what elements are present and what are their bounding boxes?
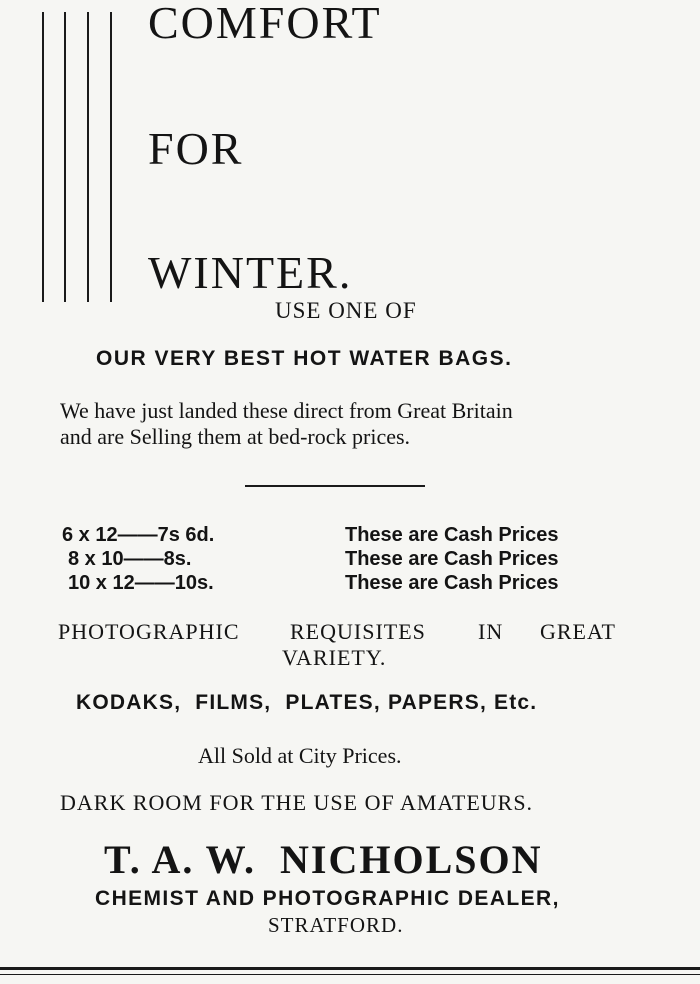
bottom-rule-thick <box>0 967 700 970</box>
product-heading: OUR VERY BEST HOT WATER BAGS. <box>96 347 513 370</box>
decorative-rule-2 <box>64 12 66 302</box>
price-note-3: These are Cash Prices <box>345 572 559 594</box>
divider-rule <box>245 485 425 487</box>
proprietor-town: STRATFORD. <box>268 913 404 937</box>
price-note-1: These are Cash Prices <box>345 524 559 546</box>
proprietor-name: T. A. W. NICHOLSON <box>104 837 543 882</box>
decorative-rule-1 <box>42 12 44 302</box>
use-one-of-text: USE ONE OF <box>275 298 417 323</box>
price-row-3 <box>68 571 214 595</box>
intro-line-2: and are Selling them at bed-rock prices. <box>60 424 411 449</box>
kodaks-line: KODAKS, FILMS, PLATES, PAPERS, Etc. <box>76 691 538 714</box>
price-size: 6 x 12 <box>62 524 118 546</box>
bottom-rule-thin <box>0 974 700 975</box>
headline-for: FOR <box>148 123 244 174</box>
price-amount: 8s. <box>163 548 192 570</box>
price-amount: 7s 6d. <box>157 524 215 546</box>
photographic-word-4: GREAT <box>540 619 616 644</box>
price-note-2: These are Cash Prices <box>345 548 559 570</box>
photographic-word-1: PHOTOGRAPHIC <box>58 619 240 644</box>
city-prices-line: All Sold at City Prices. <box>198 743 402 768</box>
price-row-2 <box>68 547 191 571</box>
proprietor-title: CHEMIST AND PHOTOGRAPHIC DEALER, <box>95 887 560 910</box>
decorative-rule-4 <box>110 12 112 302</box>
photographic-word-3: IN <box>478 619 504 644</box>
dark-room-line: DARK ROOM FOR THE USE OF AMATEURS. <box>60 790 534 815</box>
price-size: 8 x 10 <box>68 548 124 570</box>
decorative-rule-3 <box>87 12 89 302</box>
price-size: 10 x 12 <box>68 572 135 594</box>
dash: —— <box>117 524 158 546</box>
price-amount: 10s. <box>174 572 214 594</box>
headline-winter: WINTER. <box>148 247 353 298</box>
dash: —— <box>134 572 175 594</box>
intro-line-1: We have just landed these direct from Great Britain <box>60 398 513 423</box>
dash: —— <box>123 548 164 570</box>
photographic-word-2: REQUISITES <box>290 619 426 644</box>
price-row-1 <box>62 523 214 547</box>
headline-comfort: COMFORT <box>148 0 382 48</box>
photographic-line-2: VARIETY. <box>282 645 387 670</box>
